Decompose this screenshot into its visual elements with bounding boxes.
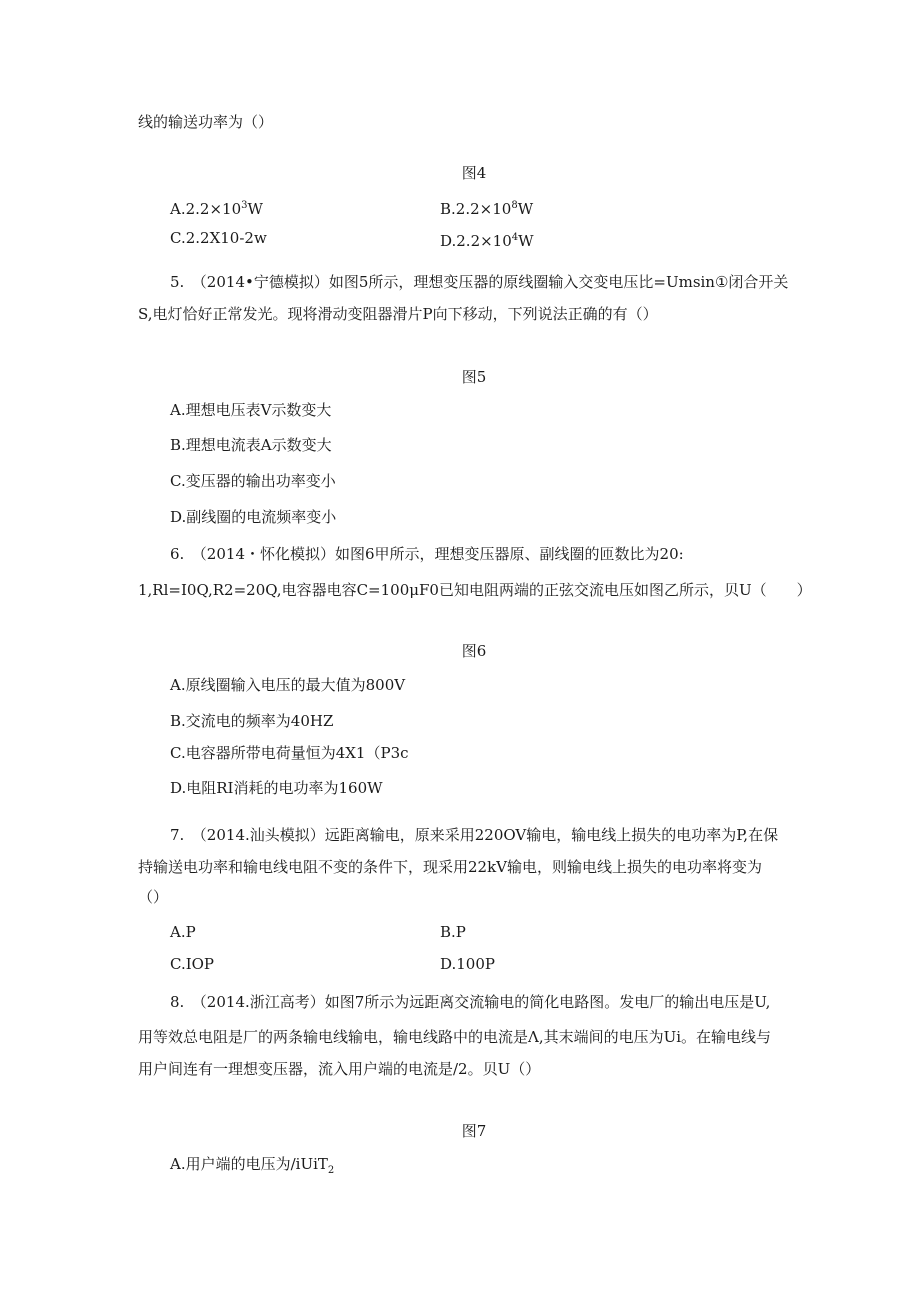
q5-option-b: B.理想电流表A示数变大	[170, 436, 332, 454]
q8-option-a: A.用户端的电压为/iUiT$_2$	[170, 1155, 335, 1176]
q5-stem-line-1: 5. （2014•宁德模拟）如图5所示，理想变压器的原线圈输入交变电压比=Umsin①闭合开关	[170, 273, 789, 291]
q6-option-a: A.原线圈输入电压的最大值为800V	[170, 676, 406, 694]
q7-stem-line-3: （）	[138, 888, 169, 906]
figure-7-caption: 图7	[461, 1122, 487, 1140]
q5-option-d: D.副线圈的电流频率变小	[170, 508, 337, 526]
q7-stem-line-2: 持输送电功率和输电线电阻不变的条件下，现采用22kV输电，则输电线上损失的电功率将变为	[138, 858, 763, 876]
q8-stem-line-2: 用等效总电阻是厂的两条输电线输电，输电线路中的电流是Λ,其末端间的电压为Ui。在输电线与	[138, 1028, 772, 1046]
q5-option-a: A.理想电压表V示数变大	[170, 401, 332, 419]
q4-option-b: $B.2.2\times 10^8W$	[440, 200, 534, 218]
q4-option-d: $D.2.2\times 10^4W$	[440, 232, 534, 250]
q6-option-c: C.电容器所带电荷量恒为4X1（P3c	[170, 744, 409, 762]
figure-5-caption: 图5	[461, 368, 487, 386]
q8-stem-line-1: 8. （2014.浙江高考）如图7所示为远距离交流输电的简化电路图。发电厂的输出电压是U,	[170, 993, 771, 1011]
q4-option-c: C.2.2X10-2w	[170, 229, 267, 247]
q5-stem-line-2: S,电灯恰好正常发光。现将滑动变阻器滑片P向下移动，下列说法正确的有（）	[138, 305, 658, 323]
q7-option-d: D.100P	[440, 955, 495, 973]
figure-4-caption: 图4	[461, 164, 487, 182]
q7-option-b: B.P	[440, 923, 466, 941]
q6-option-b: B.交流电的频率为40HZ	[170, 712, 334, 730]
q6-option-d: D.电阻RI消耗的电功率为160W	[170, 779, 383, 797]
q7-option-a: A.P	[170, 923, 196, 941]
q6-stem-line-2: 1,Rl=I0Q,R2=20Q,电容器电容C=100μF0已知电阻两端的正弦交流电压如图乙所示，贝U（ ）	[138, 581, 812, 599]
figure-6-caption: 图6	[461, 642, 487, 660]
q4-option-a: $A.2.2\times 10^3W$	[170, 200, 263, 218]
q7-stem-line-1: 7. （2014.汕头模拟）远距离输电，原来采用220OV输电，输电线上损失的电功率为P,在保	[170, 826, 779, 844]
q4-stem-tail: 线的输送功率为（）	[138, 113, 274, 131]
q7-option-c: C.IOP	[170, 955, 215, 973]
q8-stem-line-3: 用户间连有一理想变压器，流入用户端的电流是/2。贝U（）	[138, 1060, 541, 1078]
q6-stem-line-1: 6. （2014・怀化模拟）如图6甲所示，理想变压器原、副线圈的匝数比为20:	[170, 545, 684, 563]
q5-option-c: C.变压器的输出功率变小	[170, 472, 336, 490]
